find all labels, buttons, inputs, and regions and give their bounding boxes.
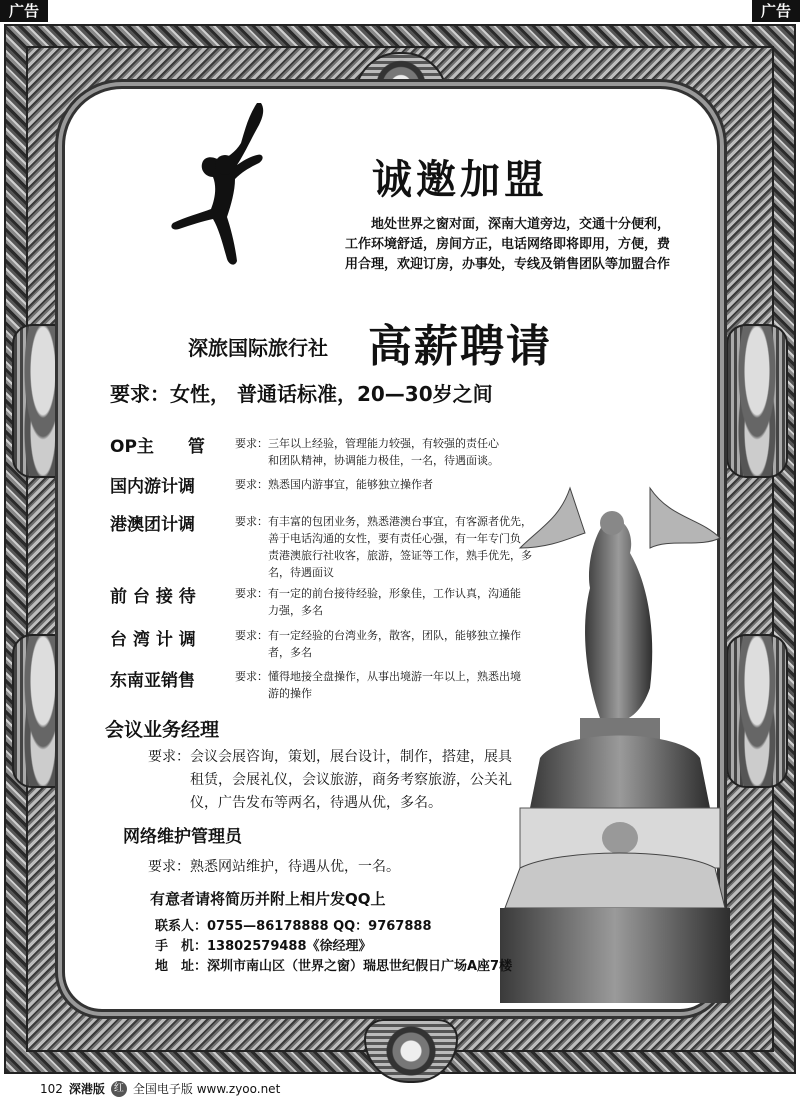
network-admin-title: 网络维护管理员: [123, 827, 242, 847]
position-description: [235, 627, 565, 661]
contact-mobile-line: 手 机：13802579488《徐经理》: [155, 939, 372, 954]
position-desc-line: 责港澳旅行社收客，旅游，签证等工作，熟手优先，多: [235, 549, 532, 562]
right-dragon-ornament-lower: [726, 634, 788, 788]
ad-tag-right: 广告: [752, 0, 800, 22]
ad-tag-left: 广告: [0, 0, 48, 22]
position-title: 台 湾 计 调: [110, 630, 196, 650]
position-description: [235, 513, 565, 581]
general-requirement: 要求：女性， 普通话标准，20—30岁之间: [110, 382, 493, 406]
intro-line: 用合理，欢迎订房，办事处，专线及销售团队等加盟合作: [344, 257, 670, 272]
dancer-silhouette-image: [165, 95, 275, 275]
position-desc-line: 要求：熟悉国内游事宜，能够独立操作者: [235, 478, 433, 491]
position-desc-line: 要求：有一定的前台接待经验，形象佳，工作认真，沟通能: [235, 587, 521, 600]
company-name: 深旅国际旅行社: [188, 336, 328, 360]
intro-line: 地处世界之窗对面，深南大道旁边，交通十分便利，: [370, 217, 670, 232]
position-desc-line: 要求：三年以上经验，管理能力较强，有较强的责任心: [235, 437, 499, 450]
contact-address-line: 地 址：深圳市南山区（世界之窗）瑞思世纪假日广场A座7楼: [155, 959, 513, 974]
position-description: [235, 585, 565, 619]
position-desc-line: 善于电话沟通的女性，要有责任心强，有一年专门负: [235, 532, 521, 545]
position-description: [235, 476, 565, 493]
page-number: 102: [40, 1081, 63, 1096]
title-high-salary-hiring: 高薪聘请: [368, 321, 552, 372]
position-desc-line: 游的操作: [235, 687, 312, 700]
intro-paragraph: [270, 215, 670, 275]
conference-desc-line: 租赁，会展礼仪，会议旅游，商务考察旅游，公关礼: [148, 772, 512, 788]
position-title: 东南亚销售: [110, 671, 195, 691]
page-footer: [40, 1080, 280, 1097]
intro-line: 工作环境舒适，房间方正，电话网络即将即用，方便，费: [344, 237, 670, 252]
network-admin-description: 要求：熟悉网站维护，待遇从优，一名。: [148, 859, 400, 875]
conference-desc-line: 仪，广告发布等两名，待遇从优，多名。: [148, 795, 442, 811]
position-desc-line: 和团队精神，协调能力极佳，一名，待遇面谈。: [235, 454, 499, 467]
position-description: [235, 435, 565, 469]
position-title: OP主 管: [110, 437, 205, 457]
website-link[interactable]: 全国电子版 www.zyoo.net: [132, 1082, 281, 1096]
position-desc-line: 要求：有丰富的包团业务，熟悉港澳台事宜，有客源者优先，: [235, 515, 532, 528]
conference-manager-description: [148, 746, 573, 815]
position-desc-line: 力强，多名: [235, 604, 323, 617]
position-desc-line: 要求：有一定经验的台湾业务，散客，团队，能够独立操作: [235, 629, 521, 642]
conference-desc-line: 要求：会议会展咨询，策划，展台设计，制作，搭建，展具: [148, 749, 512, 765]
position-desc-line: 要求：懂得地接全盘操作，从事出境游一年以上，熟悉出境: [235, 670, 521, 683]
edition-label: 深港版: [68, 1082, 105, 1096]
position-title: 国内游计调: [110, 477, 195, 497]
edition-badge-icon: 红: [111, 1081, 127, 1097]
position-title: 港澳团计调: [110, 515, 195, 535]
contact-person-line: 联系人：0755—86178888 QQ：9767888: [155, 919, 432, 934]
position-desc-line: 者，多名: [235, 646, 312, 659]
application-instruction: 有意者请将简历并附上相片发QQ上: [150, 890, 386, 908]
title-join-invitation: 诚邀加盟: [372, 157, 548, 203]
position-desc-line: 名，待遇面议: [235, 566, 334, 579]
conference-manager-title: 会议业务经理: [105, 719, 220, 741]
position-description: [235, 668, 565, 702]
position-title: 前 台 接 待: [110, 587, 196, 607]
right-dragon-ornament-upper: [726, 324, 788, 478]
